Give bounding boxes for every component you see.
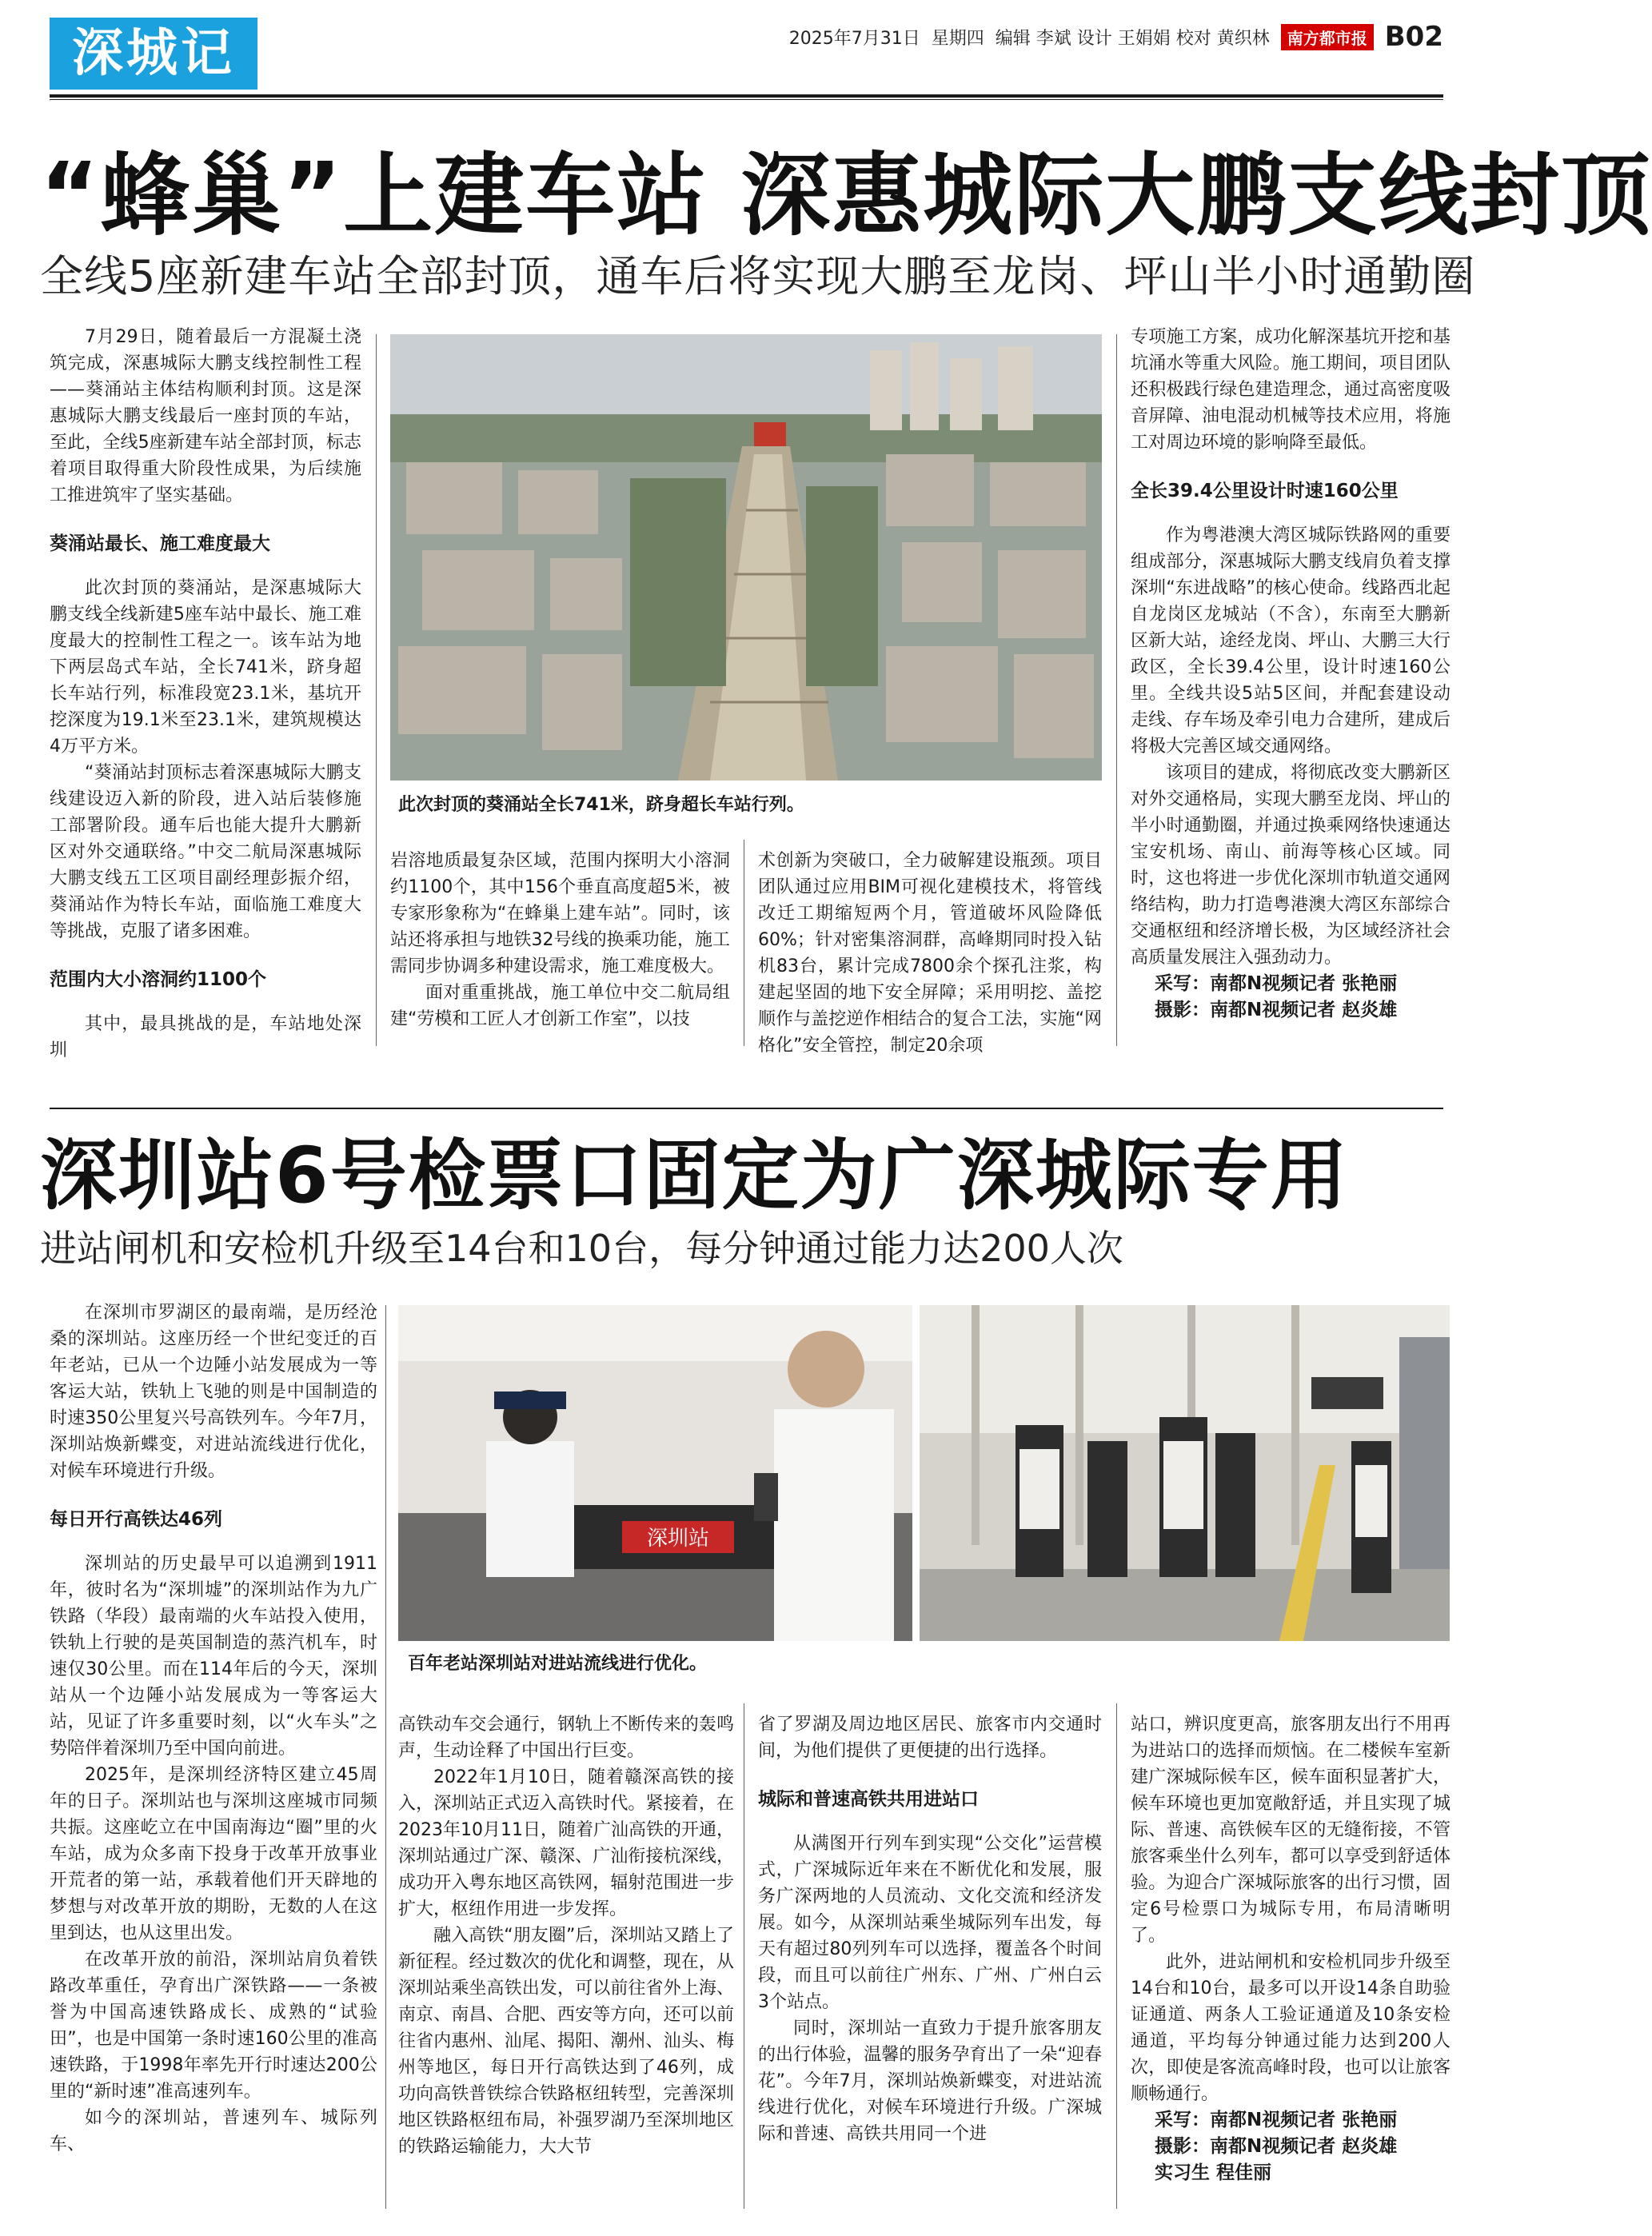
paragraph: 面对重重挑战，施工单位中交二航局组建“劳模和工匠人才创新工作室”，以技: [390, 983, 730, 1029]
paragraph: 高铁动车交会通行，钢轨上不断传来的轰鸣声，生动诠释了中国出行巨变。: [398, 1715, 734, 1761]
paragraph: 站口，辨识度更高，旅客朋友出行不用再为进站口的选择而烦恼。在二楼候车室新建广深城际候车区，候车面积显著扩大，候车环境也更加宽敞舒适，并且实现了城际、普速、高铁候车区的无缝衔接，不管旅客乘坐什么列车，都可以享受到舒适体验。为迎合广深城际旅客的出行习惯，固定6号检票口为城际专用，布局清晰明了。: [1131, 1715, 1450, 1946]
subhead-daily-trains: 每日开行高铁达46列: [50, 1509, 223, 1530]
column-divider: [1116, 334, 1117, 1046]
article2-column-3: [758, 1711, 1102, 2147]
paragraph: 在深圳市罗湖区的最南端，是历经沧桑的深圳站。这座历经一个世纪变迁的百年老站，已从一个边陲小站发展成为一等客运大站，铁轨上飞驰的则是中国制造的时速350公里复兴号高铁列车。今年7月，深圳站焕新蝶变，对进站流线进行优化，对候车环境进行升级。: [50, 1303, 377, 1481]
paragraph: 此外，进站闸机和安检机同步升级至14台和10台，最多可以开设14条自助验证通道、两条人工验证通道及10条安检通道，平均每分钟通过能力达到200人次，即使是客流高峰时段，也可以让旅客顺畅通行。: [1131, 1952, 1450, 2104]
paragraph: 2025年，是深圳经济特区建立45周年的日子。深圳站也与深圳这座城市同频共振。这座屹立在中国南海边“圈”里的火车站，成为众多南下投身于改革开放事业开荒者的第一站，承载着他们开天辟地的梦想与对改革开放的期盼，无数的人在这里到达，也从这里出发。: [50, 1765, 377, 1943]
section-tag: 深城记: [50, 18, 257, 90]
photo-credit: 摄影：南都N视频记者 赵炎雄: [1155, 1000, 1398, 1020]
column-divider: [1116, 1703, 1117, 2209]
paragraph: 7月29日，随着最后一方混凝土浇筑完成，深惠城际大鹏支线控制性工程——葵涌站主体结构顺利封顶。这是深惠城际大鹏支线最后一座封顶的车站，至此，全线5座新建车站全部封顶，标志着项目取得重大阶段性成果，为后续施工推进筑牢了坚实基础。: [50, 327, 361, 505]
station-photo-caption: 百年老站深圳站对进站流线进行优化。: [408, 1654, 708, 1674]
paragraph: 同时，深圳站一直致力于提升旅客朋友的出行体验，温馨的服务孕育出了一朵“迎春花”。今年7月，深圳站焕新蝶变，对进站流线进行优化，对候车环境进行升级。广深城际和普速、高铁共用同一个进: [758, 2018, 1102, 2144]
construction-photo-caption: 此次封顶的葵涌站全长741米，跻身超长车站行列。: [398, 795, 804, 815]
paragraph: 此次封顶的葵涌站，是深惠城际大鹏支线全线新建5座车站中最长、施工难度最大的控制性工程之一。该车站为地下两层岛式车站，全长741米，跻身超长车站行列，标准段宽23.1米，基坑开挖深度为19.1米至23.1米，建筑规模达4万平方米。: [50, 578, 361, 757]
article1-column-1: [50, 324, 361, 1064]
article2-column-2: [398, 1711, 734, 2160]
paragraph: 2022年1月10日，随着赣深高铁的接入，深圳站正式迈入高铁时代。紧接着，在2023年10月11日，随着广汕高铁的开通，深圳站通过广深、赣深、广汕衔接杭深线，成功开入粤东地区高铁网，辐射范围进一步扩大，枢纽作用进一步发挥。: [398, 1767, 734, 1919]
paragraph: 该项目的建成，将彻底改变大鹏新区对外交通格局，实现大鹏至龙岗、坪山的半小时通勤圈，并通过换乘网络快速通达宝安机场、南山、前海等核心区域。同时，这也将进一步优化深圳市轨道交通网络结构，助力打造粤港澳大湾区东部综合交通枢纽和经济增长极，为区域经济社会高质量发展注入强劲动力。: [1131, 763, 1450, 968]
photo-credit: 摄影：南都N视频记者 赵炎雄: [1155, 2136, 1398, 2157]
brand-logo: 南方都市报: [1281, 24, 1374, 50]
paragraph: 专项施工方案，成功化解深基坑开挖和基坑涌水等重大风险。施工期间，项目团队还积极践行绿色建造理念，通过高密度吸音屏障、油电混动机械等技术应用，将施工对周边环境的影响降至最低。: [1131, 327, 1450, 453]
subhead-length: 全长39.4公里设计时速160公里: [1131, 481, 1399, 501]
paragraph: 省了罗湖及周边地区居民、旅客市内交通时间，为他们提供了更便捷的出行选择。: [758, 1715, 1102, 1761]
station-sign: 深圳站: [646, 1527, 710, 1551]
editor-credits: 编辑 李斌 设计 王娟娟 校对 黄织林: [995, 28, 1270, 49]
article2-headline: 深圳站6号检票口固定为广深城际专用: [40, 1131, 1349, 1220]
construction-aerial-photo: [390, 334, 1102, 781]
paragraph: 术创新为突破口，全力破解建设瓶颈。项目团队通过应用BIM可视化建模技术，将管线改迁工期缩短两个月，管道破坏风险降低60%；针对密集溶洞群，高峰期同时投入钻机83台，累计完成7800余个探孔注浆，构建起坚固的地下安全屏障；采用明挖、盖挖顺作与盖挖逆作相结合的复合工法，实施“网格化”安全管控，制定20余项: [758, 851, 1102, 1056]
paragraph: “葵涌站封顶标志着深惠城际大鹏支线建设迈入新的阶段，进入站后装修施工部署阶段。通车后也能大提升大鹏新区对外交通联络。”中交二航局深惠城际大鹏支线五工区项目副经理彭振介绍，葵涌站作为特长车站，面临施工难度大等挑战，克服了诸多困难。: [50, 763, 361, 941]
page-number: B02: [1384, 21, 1443, 53]
article1-subheadline: 全线5座新建车站全部封顶，通车后将实现大鹏至龙岗、坪山半小时通勤圈: [40, 251, 1476, 301]
subhead-kuichong: 葵涌站最长、施工难度最大: [50, 533, 270, 554]
paragraph: 其中，最具挑战的是，车站地处深圳: [50, 1014, 361, 1060]
paragraph: 从满图开行列车到实现“公交化”运营模式，广深城际近年来在不断优化和发展，服务广深两地的人员流动、文化交流和经济发展。如今，从深圳站乘坐城际列车出发，每天有超过80列列车可以选择，覆盖各个时间段，而且可以前往广州东、广州、广州白云3个站点。: [758, 1834, 1102, 2012]
writer-credit: 采写：南都N视频记者 张艳丽: [1155, 973, 1398, 994]
intern-credit: 实习生 程佳丽: [1155, 2162, 1272, 2183]
article1-column-3: [758, 848, 1102, 1059]
subhead-karst: 范围内大小溶洞约1100个: [50, 969, 267, 990]
column-divider: [376, 334, 377, 1046]
article1-headline: “蜂巢”上建车站 深惠城际大鹏支线封顶: [40, 144, 1652, 248]
article2-subheadline: 进站闸机和安检机升级至14台和10台，每分钟通过能力达200人次: [40, 1227, 1123, 1270]
article2-column-4: [1131, 1711, 1450, 2186]
paragraph: 融入高铁“朋友圈”后，深圳站又踏上了新征程。经过数次的优化和调整，现在，从深圳站乘坐高铁出发，可以前往省外上海、南京、南昌、合肥、西安等方向，还可以前往省内惠州、汕尾、揭阳、潮州、汕头、梅州等地区，每日开行高铁达到了46列，成功向高铁普铁综合铁路枢纽转型，完善深圳地区铁路枢纽布局，补强罗湖乃至深圳地区的铁路运输能力，大大节: [398, 1926, 734, 2157]
paragraph: 岩溶地质最复杂区域，范围内探明大小溶洞约1100个，其中156个垂直高度超5米，被专家形象称为“在蜂巢上建车站”。同时，该站还将承担与地铁32号线的换乘功能，施工需同步协调多种建设需求，施工难度极大。: [390, 851, 730, 976]
paragraph: 作为粤港澳大湾区城际铁路网的重要组成部分，深惠城际大鹏支线肩负着支撑深圳“东进战略”的核心使命。线路西北起自龙岗区龙城站（不含），东南至大鹏新区新大站，途经龙岗、坪山、大鹏三大行政区，全长39.4公里，设计时速160公里。全线共设5站5区间，并配套建设动走线、存车场及牵引电力合建所，建成后将极大完善区域交通网络。: [1131, 525, 1450, 757]
subhead-shared-entrance: 城际和普速高铁共用进站口: [758, 1789, 979, 1810]
header-meta: [789, 21, 1443, 53]
header-rule: [50, 94, 1443, 98]
header-rule-thin: [50, 99, 1443, 100]
issue-date: 2025年7月31日: [788, 28, 920, 49]
paragraph: 在改革开放的前沿，深圳站肩负着铁路改革重任，孕育出广深铁路——一条被誉为中国高速铁路成长、成熟的“试验田”，也是中国第一条时速160公里的准高速铁路，于1998年率先开行时速达200公里的“新时速”准高速列车。: [50, 1950, 377, 2102]
article-divider: [50, 1108, 1443, 1109]
column-divider: [385, 1305, 386, 2209]
paragraph: 如今的深圳站，普速列车、城际列车、: [50, 2108, 377, 2154]
ticket-gate-photo: [398, 1305, 912, 1641]
issue-weekday: 星期四: [931, 28, 984, 49]
passenger-hall-photo: [920, 1305, 1450, 1641]
article1-column-4: [1131, 324, 1450, 1024]
article2-column-1: [50, 1300, 377, 2158]
writer-credit: 采写：南都N视频记者 张艳丽: [1155, 2110, 1398, 2130]
article1-column-2: [390, 848, 730, 1032]
paragraph: 深圳站的历史最早可以追溯到1911年，彼时名为“深圳墟”的深圳站作为九广铁路（华段）最南端的火车站投入使用，铁轨上行驶的是英国制造的蒸汽机车，时速仅30公里。而在114年后的今天，深圳站从一个边陲小站发展成为一等客运大站，见证了许多重要时刻，以“火车头”之势陪伴着深圳乃至中国向前进。: [50, 1554, 377, 1759]
